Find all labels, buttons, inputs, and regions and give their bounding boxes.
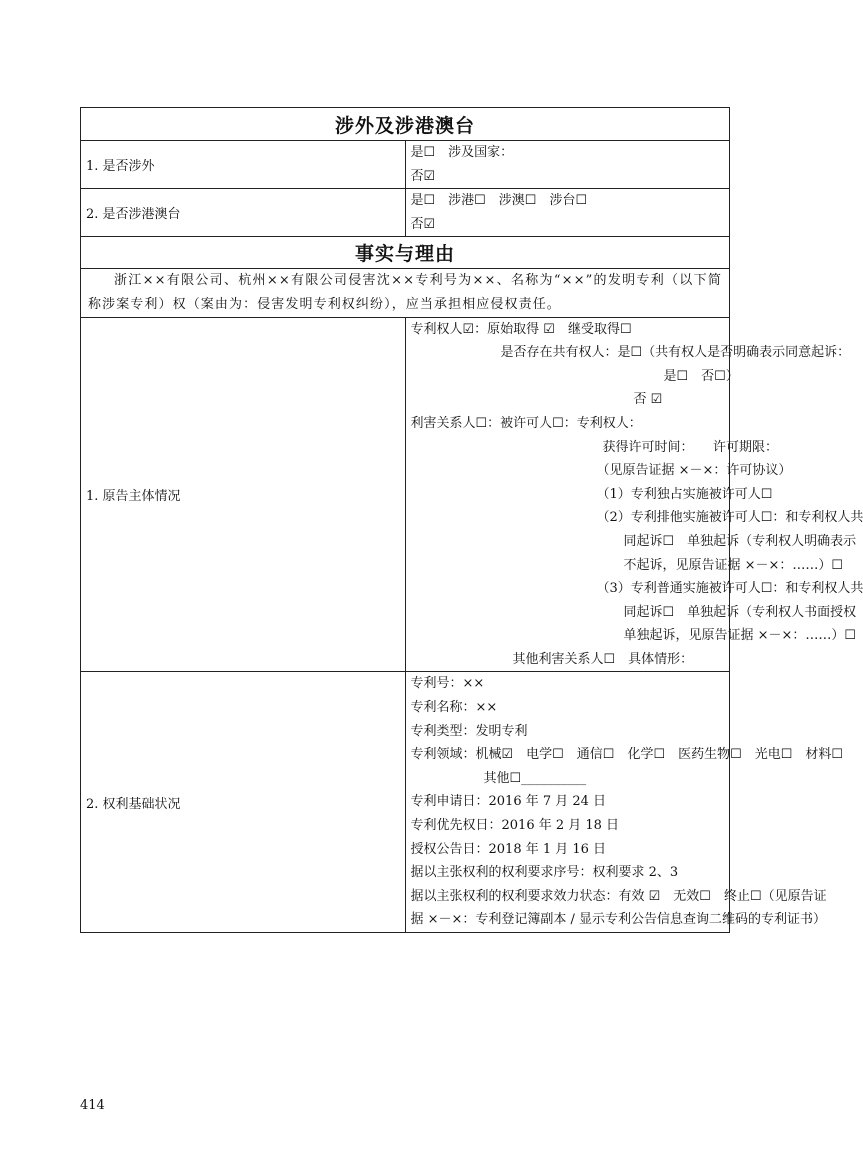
rights-line: 专利号：×× xyxy=(410,676,485,692)
rights-line: 据以主张权利的权利要求效力状态：有效 ☑ 无效☐ 终止☐（见原告证 xyxy=(410,888,827,904)
plaintiff-line: （3）专利普通实施被许可人☐：和专利权人共 xyxy=(596,581,863,597)
rights-line: 其他☐__________ xyxy=(483,770,587,786)
plaintiff-line: （1）专利独占实施被许可人☐ xyxy=(596,486,773,502)
plaintiff-line: 是否存在共有权人：是☐（共有权人是否明确表示同意起诉： xyxy=(500,345,851,361)
facts-paragraph: 浙江××有限公司、杭州××有限公司侵害沈××专利号为××、名称为“××”的发明专利（以下简称涉案专利）权（案由为：侵害发明专利权纠纷），应当承担相应侵权责任。 xyxy=(88,273,722,312)
plaintiff-line: 单独起诉，见原告证据 ×－×：……）☐ xyxy=(623,628,857,644)
row-label-hk-macao-taiwan: 2. 是否涉港澳台 xyxy=(81,189,406,237)
plaintiff-line: 获得许可时间： 许可期限： xyxy=(602,439,779,455)
rights-line: 专利领域：机械☑ 电学☐ 通信☐ 化学☐ 医药生物☐ 光电☐ 材料☐ xyxy=(410,747,844,763)
hmt-no-line: 否☑ xyxy=(410,216,436,232)
section-title-facts: 事实与理由 xyxy=(81,237,730,269)
plaintiff-line: （2）专利排他实施被许可人☐：和专利权人共 xyxy=(596,510,863,526)
row-value-hk-macao-taiwan xyxy=(405,189,730,237)
plaintiff-line: 不起诉，见原告证据 ×－×：……）☐ xyxy=(623,557,844,573)
row-label-plaintiff: 1. 原告主体情况 xyxy=(81,317,406,672)
complaint-form-table xyxy=(80,107,863,933)
rights-line: 专利申请日：2016 年 7 月 24 日 xyxy=(410,794,607,810)
plaintiff-line: 利害关系人☐：被许可人☐：专利权人： xyxy=(410,415,642,431)
row-value-foreign xyxy=(405,141,730,189)
hmt-yes-line: 是☐ 涉港☐ 涉澳☐ 涉台☐ xyxy=(410,193,588,209)
rights-line: 授权公告日：2018 年 1 月 16 日 xyxy=(410,841,607,857)
row-value-rights xyxy=(405,672,844,933)
row-label-rights: 2. 权利基础状况 xyxy=(81,672,406,933)
page-number: 414 xyxy=(80,1098,105,1113)
rights-line: 专利类型：发明专利 xyxy=(410,723,528,739)
section-title-foreign: 涉外及涉港澳台 xyxy=(81,108,730,141)
rights-line: 据 ×－×：专利登记簿副本 / 显示专利公告信息查询二维码的专利证书） xyxy=(410,912,827,928)
plaintiff-line: 其他利害关系人☐ 具体情形： xyxy=(512,651,694,667)
row-label-foreign: 1. 是否涉外 xyxy=(81,141,406,189)
rights-line: 专利优先权日：2016 年 2 月 18 日 xyxy=(410,818,620,834)
row-value-plaintiff xyxy=(405,317,863,672)
foreign-no-line: 否☑ xyxy=(410,168,436,184)
plaintiff-line: 是☐ 否☐） xyxy=(663,368,739,384)
rights-line: 专利名称：×× xyxy=(410,700,498,716)
plaintiff-line: 否 ☑ xyxy=(633,392,663,408)
facts-cell xyxy=(81,269,730,317)
plaintiff-line: 同起诉☐ 单独起诉（专利权人明确表示 xyxy=(623,533,857,549)
foreign-yes-line: 是☐ 涉及国家： xyxy=(410,145,514,160)
plaintiff-line: 同起诉☐ 单独起诉（专利权人书面授权 xyxy=(623,604,857,620)
plaintiff-line: （见原告证据 ×－×：许可协议） xyxy=(596,463,792,479)
plaintiff-line: 专利权人☑：原始取得 ☑ 继受取得☐ xyxy=(410,321,632,337)
rights-line: 据以主张权利的权利要求序号：权利要求 2、3 xyxy=(410,865,679,881)
